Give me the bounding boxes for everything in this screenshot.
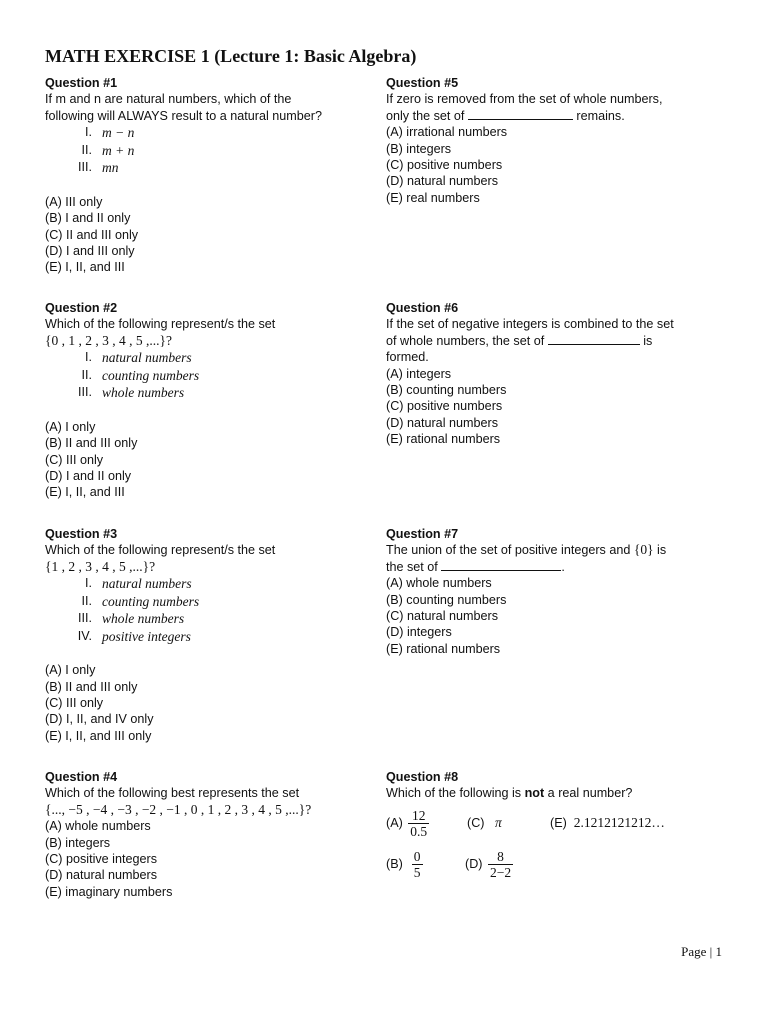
answer-option[interactable]: (B) II and III only [45, 436, 138, 451]
page-title: MATH EXERCISE 1 (Lecture 1: Basic Algebra) [45, 46, 417, 66]
roman-numeral: I. [85, 350, 92, 365]
answer-option[interactable]: (B) I and II only [45, 211, 131, 226]
roman-item [45, 575, 377, 593]
question-8 [386, 769, 718, 880]
set-notation: {..., −5 , −4 , −3 , −2 , −1 , 0 , 1 , 2 , 3 , 4 , 5 ,...}? [45, 801, 312, 817]
page-number: Page | 1 [681, 944, 722, 959]
roman-value: natural numbers [102, 350, 192, 366]
answer-option[interactable]: (C) positive integers [45, 852, 157, 867]
fraction: $\frac{8}{2-2}$ [489, 848, 512, 880]
roman-item [45, 142, 377, 160]
question-6 [386, 300, 718, 448]
answer-option[interactable]: (B) counting numbers [386, 592, 507, 607]
answer-option[interactable]: (C) III only [45, 452, 104, 467]
answer-option[interactable]: (D) natural numbers [45, 868, 157, 883]
answer-option[interactable]: (D) I and II only [45, 468, 132, 483]
answer-option[interactable]: (A) I only [45, 663, 96, 678]
answer-option[interactable]: (B) counting numbers [386, 383, 507, 398]
question-2 [45, 300, 377, 501]
set-notation: {0 , 1 , 2 , 3 , 4 , 5 ,...}? [45, 332, 172, 348]
answer-blank[interactable] [468, 108, 573, 120]
answer-option[interactable]: (E) rational numbers [386, 641, 501, 656]
question-text: Which of the following represent/s the set [45, 543, 276, 558]
answer-option[interactable]: (D) I, II, and IV only [45, 712, 154, 727]
answer-option[interactable]: (D) natural numbers [386, 174, 498, 189]
answer-option-a[interactable]: (A) $\frac{12}{0.5}$ [386, 807, 428, 839]
roman-value: counting numbers [102, 593, 200, 609]
roman-numeral: III. [78, 160, 92, 175]
answer-option[interactable]: (C) positive numbers [386, 158, 503, 173]
roman-item [45, 610, 377, 628]
question-heading: Question #7 [386, 527, 459, 541]
roman-item [45, 384, 377, 402]
roman-numeral: II. [81, 367, 92, 382]
roman-value: mn [102, 160, 119, 176]
roman-value: counting numbers [102, 367, 200, 383]
question-5 [386, 75, 718, 206]
roman-numeral: I. [85, 125, 92, 140]
answer-option[interactable]: (E) I, II, and III [45, 260, 125, 275]
roman-item [45, 159, 377, 177]
fraction: $\frac{0}{5}$ [413, 848, 421, 880]
roman-value: m + n [102, 142, 135, 158]
answer-option[interactable]: (D) I and III only [45, 243, 135, 258]
roman-value: positive integers [102, 628, 191, 644]
roman-numeral: IV. [77, 628, 92, 643]
answer-option[interactable]: (A) irrational numbers [386, 125, 508, 140]
question-heading: Question #8 [386, 770, 459, 784]
answer-option-e[interactable]: (E) 2.1212121212… [550, 814, 665, 830]
question-text: of whole numbers, the set of is [386, 333, 653, 348]
answer-options [386, 808, 718, 880]
question-text: If m and n are natural numbers, which of the [45, 92, 292, 107]
roman-numeral: II. [81, 593, 92, 608]
question-text: Which of the following represent/s the set [45, 317, 276, 332]
answer-option[interactable]: (B) II and III only [45, 679, 138, 694]
answer-blank[interactable] [548, 333, 640, 345]
answer-option[interactable]: (A) I only [45, 419, 96, 434]
question-text: Which of the following best represents the set [45, 786, 300, 801]
fraction: $\frac{12}{0.5}$ [410, 807, 428, 839]
roman-item [45, 349, 377, 367]
answer-option[interactable]: (B) integers [386, 141, 452, 156]
question-text: Which of the following is not a real number? [386, 786, 633, 801]
answer-option-b[interactable]: (B) $\frac{0}{5}$ [386, 848, 421, 880]
question-heading: Question #1 [45, 76, 118, 90]
roman-item [45, 367, 377, 385]
roman-value: whole numbers [102, 385, 185, 401]
roman-item [45, 593, 377, 611]
set-notation: {1 , 2 , 3 , 4 , 5 ,...}? [45, 558, 156, 574]
answer-option[interactable]: (A) whole numbers [386, 576, 492, 591]
answer-option[interactable]: (E) real numbers [386, 190, 480, 205]
answer-option[interactable]: (C) positive numbers [386, 399, 503, 414]
answer-blank[interactable] [441, 559, 561, 571]
question-3 [45, 526, 377, 744]
answer-option[interactable]: (D) natural numbers [386, 415, 498, 430]
question-heading: Question #2 [45, 301, 118, 315]
question-text: only the set of remains. [386, 108, 625, 123]
roman-numeral: I. [85, 576, 92, 591]
answer-option[interactable]: (B) integers [45, 835, 111, 850]
roman-value: whole numbers [102, 611, 185, 627]
question-text: formed. [386, 350, 429, 365]
answer-option[interactable]: (D) integers [386, 625, 452, 640]
question-heading: Question #5 [386, 76, 459, 90]
question-text: following will ALWAYS result to a natural number? [45, 108, 322, 123]
answer-option[interactable]: (C) III only [45, 696, 104, 711]
roman-value: natural numbers [102, 576, 192, 592]
answer-option-c[interactable]: (C) π [467, 814, 502, 830]
roman-numeral: III. [78, 611, 92, 626]
question-7 [386, 526, 718, 657]
question-heading: Question #4 [45, 770, 118, 784]
roman-item [45, 124, 377, 142]
question-1 [45, 75, 377, 276]
roman-numeral: II. [81, 142, 92, 157]
answer-option[interactable]: (E) imaginary numbers [45, 884, 173, 899]
roman-item [45, 628, 377, 646]
answer-option[interactable]: (E) rational numbers [386, 432, 501, 447]
answer-option[interactable]: (E) I, II, and III [45, 485, 125, 500]
set-notation: {0} [633, 542, 654, 558]
answer-option[interactable]: (A) whole numbers [45, 819, 151, 834]
answer-option[interactable]: (A) integers [386, 366, 452, 381]
answer-option[interactable]: (C) natural numbers [386, 609, 498, 624]
question-text: the set of . [386, 559, 565, 574]
roman-value: m − n [102, 125, 135, 141]
question-text: If the set of negative integers is combined to the set [386, 317, 674, 332]
answer-option[interactable]: (C) II and III only [45, 227, 139, 242]
answer-option-d[interactable]: (D) $\frac{8}{2-2}$ [465, 848, 512, 880]
question-text: The union of the set of positive integers and {0} is [386, 542, 667, 558]
question-4 [45, 769, 377, 900]
question-heading: Question #6 [386, 301, 459, 315]
roman-numeral: III. [78, 385, 92, 400]
question-heading: Question #3 [45, 527, 118, 541]
answer-option[interactable]: (E) I, II, and III only [45, 728, 152, 743]
answer-option[interactable]: (A) III only [45, 194, 103, 209]
question-text: If zero is removed from the set of whole numbers, [386, 92, 663, 107]
